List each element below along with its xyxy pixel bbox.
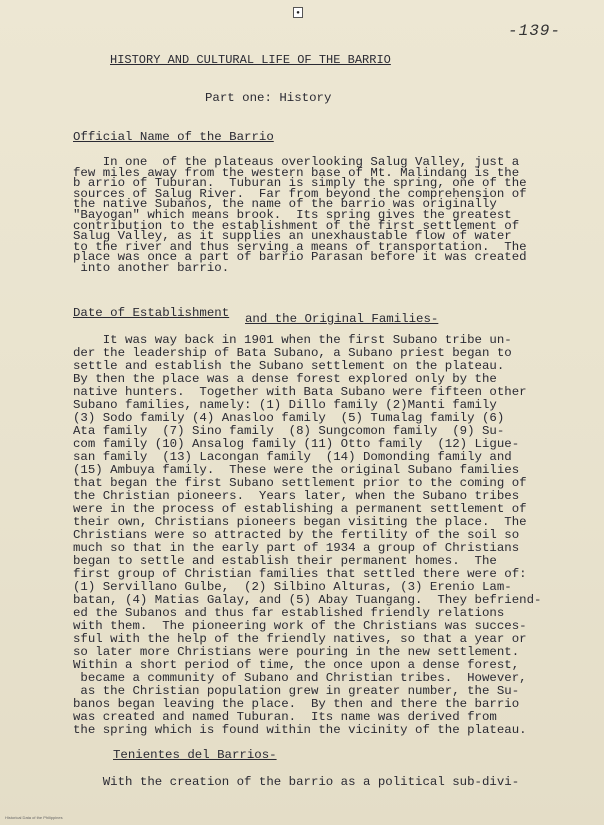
text-line: into another barrio. (73, 261, 230, 275)
text-line: their own, Christians pioneers began visiting the place. The (73, 515, 527, 529)
text-line: became a community of Subano and Christian tribes. However, (73, 671, 527, 685)
text-line: Salug Valley, as it supplies an unexhaustable flow of water (73, 229, 512, 244)
text-line: (15) Ambuya family. These were the original Subano families (73, 463, 520, 477)
text-line: the spring which is found within the vicinity of the plateau. (73, 723, 527, 737)
text-line: to the river and thus serving a means of transportation. The (73, 239, 527, 254)
text-line: place was once a part of barrio Parasan before it was created (73, 250, 527, 265)
section-heading-original-families: and the Original Families- (245, 312, 439, 326)
section-heading-date-establishment: Date of Establishment (73, 306, 230, 320)
text-line: few miles away from the western base of Mt. Malindang is the (73, 165, 520, 180)
text-line: as the Christian population grew in greater number, the Su- (73, 684, 520, 698)
text-line: much so that in the early part of 1934 a group of Christians (73, 541, 520, 555)
text-line: Ata family (7) Sino family (8) Sungcomon family (9) Su- (73, 424, 505, 438)
text-line: banos began leaving the place. By then and there the barrio (73, 697, 520, 711)
text-line: sful with the help of the friendly natives, so that a year or (73, 632, 527, 646)
text-line: (1) Servillano Gulbe, (2) Silbino Alturas, (3) Erenio Lam- (73, 580, 512, 594)
text-line: (3) Sodo family (4) Anasloo family (5) Tumalag family (6) (73, 411, 505, 425)
text-line: In one of the plateaus overlooking Salug Valley, just a (73, 155, 520, 169)
part-heading: Part one: History (205, 91, 332, 105)
text-line: Within a short period of time, the once upon a dense forest, (73, 658, 520, 672)
text-line: was created and named Tuburan. Its name was derived from (73, 710, 497, 724)
text-line: first group of Christian families that settled there were of: (73, 567, 527, 581)
text-line: san family (13) Lacongan family (14) Domonding family and (73, 450, 512, 464)
text-line: were in the process of establishing a permanent settlement of (73, 502, 527, 516)
text-line: com family (10) Ansalog family (11) Otto family (12) Ligue- (73, 437, 520, 451)
text-line: sources of Salug River. Far from beyond the comprehension of (73, 186, 527, 201)
text-line: ed the Subanos and thus far established friendly relations (73, 606, 505, 620)
text-line: that began the first Subano settlement prior to the coming of (73, 476, 527, 490)
text-line: "Bayogan" which means brook. Its spring gives the greatest (73, 208, 512, 222)
text-line: b arrio of Tuburan. Tuburan is simply the spring, one of the (73, 176, 527, 191)
text-line: the Christian pioneers. Years later, when the Subano tribes (73, 489, 520, 503)
text-line: Subano families, namely: (1) Dillo family (2)Manti family (73, 398, 497, 412)
document-title: HISTORY AND CULTURAL LIFE OF THE BARRIO (110, 53, 391, 67)
footer-caption: Historical Data of the Philippines (5, 815, 63, 820)
text-line: Christians were so attracted by the fertility of the soil so (73, 528, 520, 542)
text-line: settle and establish the Subano settlement on the plateau. (73, 359, 505, 373)
text-line: the native Subanos, the name of the barrio was originally (73, 197, 497, 212)
text-line: It was way back in 1901 when the first Subano tribe un- (73, 333, 512, 347)
text-line: began to settle and establish their permanent homes. The (73, 554, 497, 568)
text-line: native hunters. Together with Bata Subano were fifteen other (73, 385, 527, 399)
text-line: batan, (4) Matias Galay, and (5) Abay Tuangang. They befriend- (73, 593, 542, 607)
section-heading-official-name: Official Name of the Barrio (73, 130, 274, 144)
text-line: contribution to the establishment of the first settlement of (73, 218, 520, 233)
section-heading-tenientes: Tenientes del Barrios- (113, 748, 277, 762)
page-number: -139- (508, 22, 562, 40)
text-line: With the creation of the barrio as a political sub-divi- (73, 775, 520, 789)
punch-hole-icon: ● (293, 7, 303, 18)
text-line: so later more Christians were pouring in the new settlement. (73, 645, 520, 659)
text-line: By then the place was a dense forest explored only by the (73, 372, 497, 386)
text-line: der the leadership of Bata Subano, a Subano priest began to (73, 346, 512, 360)
text-line: with them. The pioneering work of the Christians was succes- (73, 619, 527, 633)
